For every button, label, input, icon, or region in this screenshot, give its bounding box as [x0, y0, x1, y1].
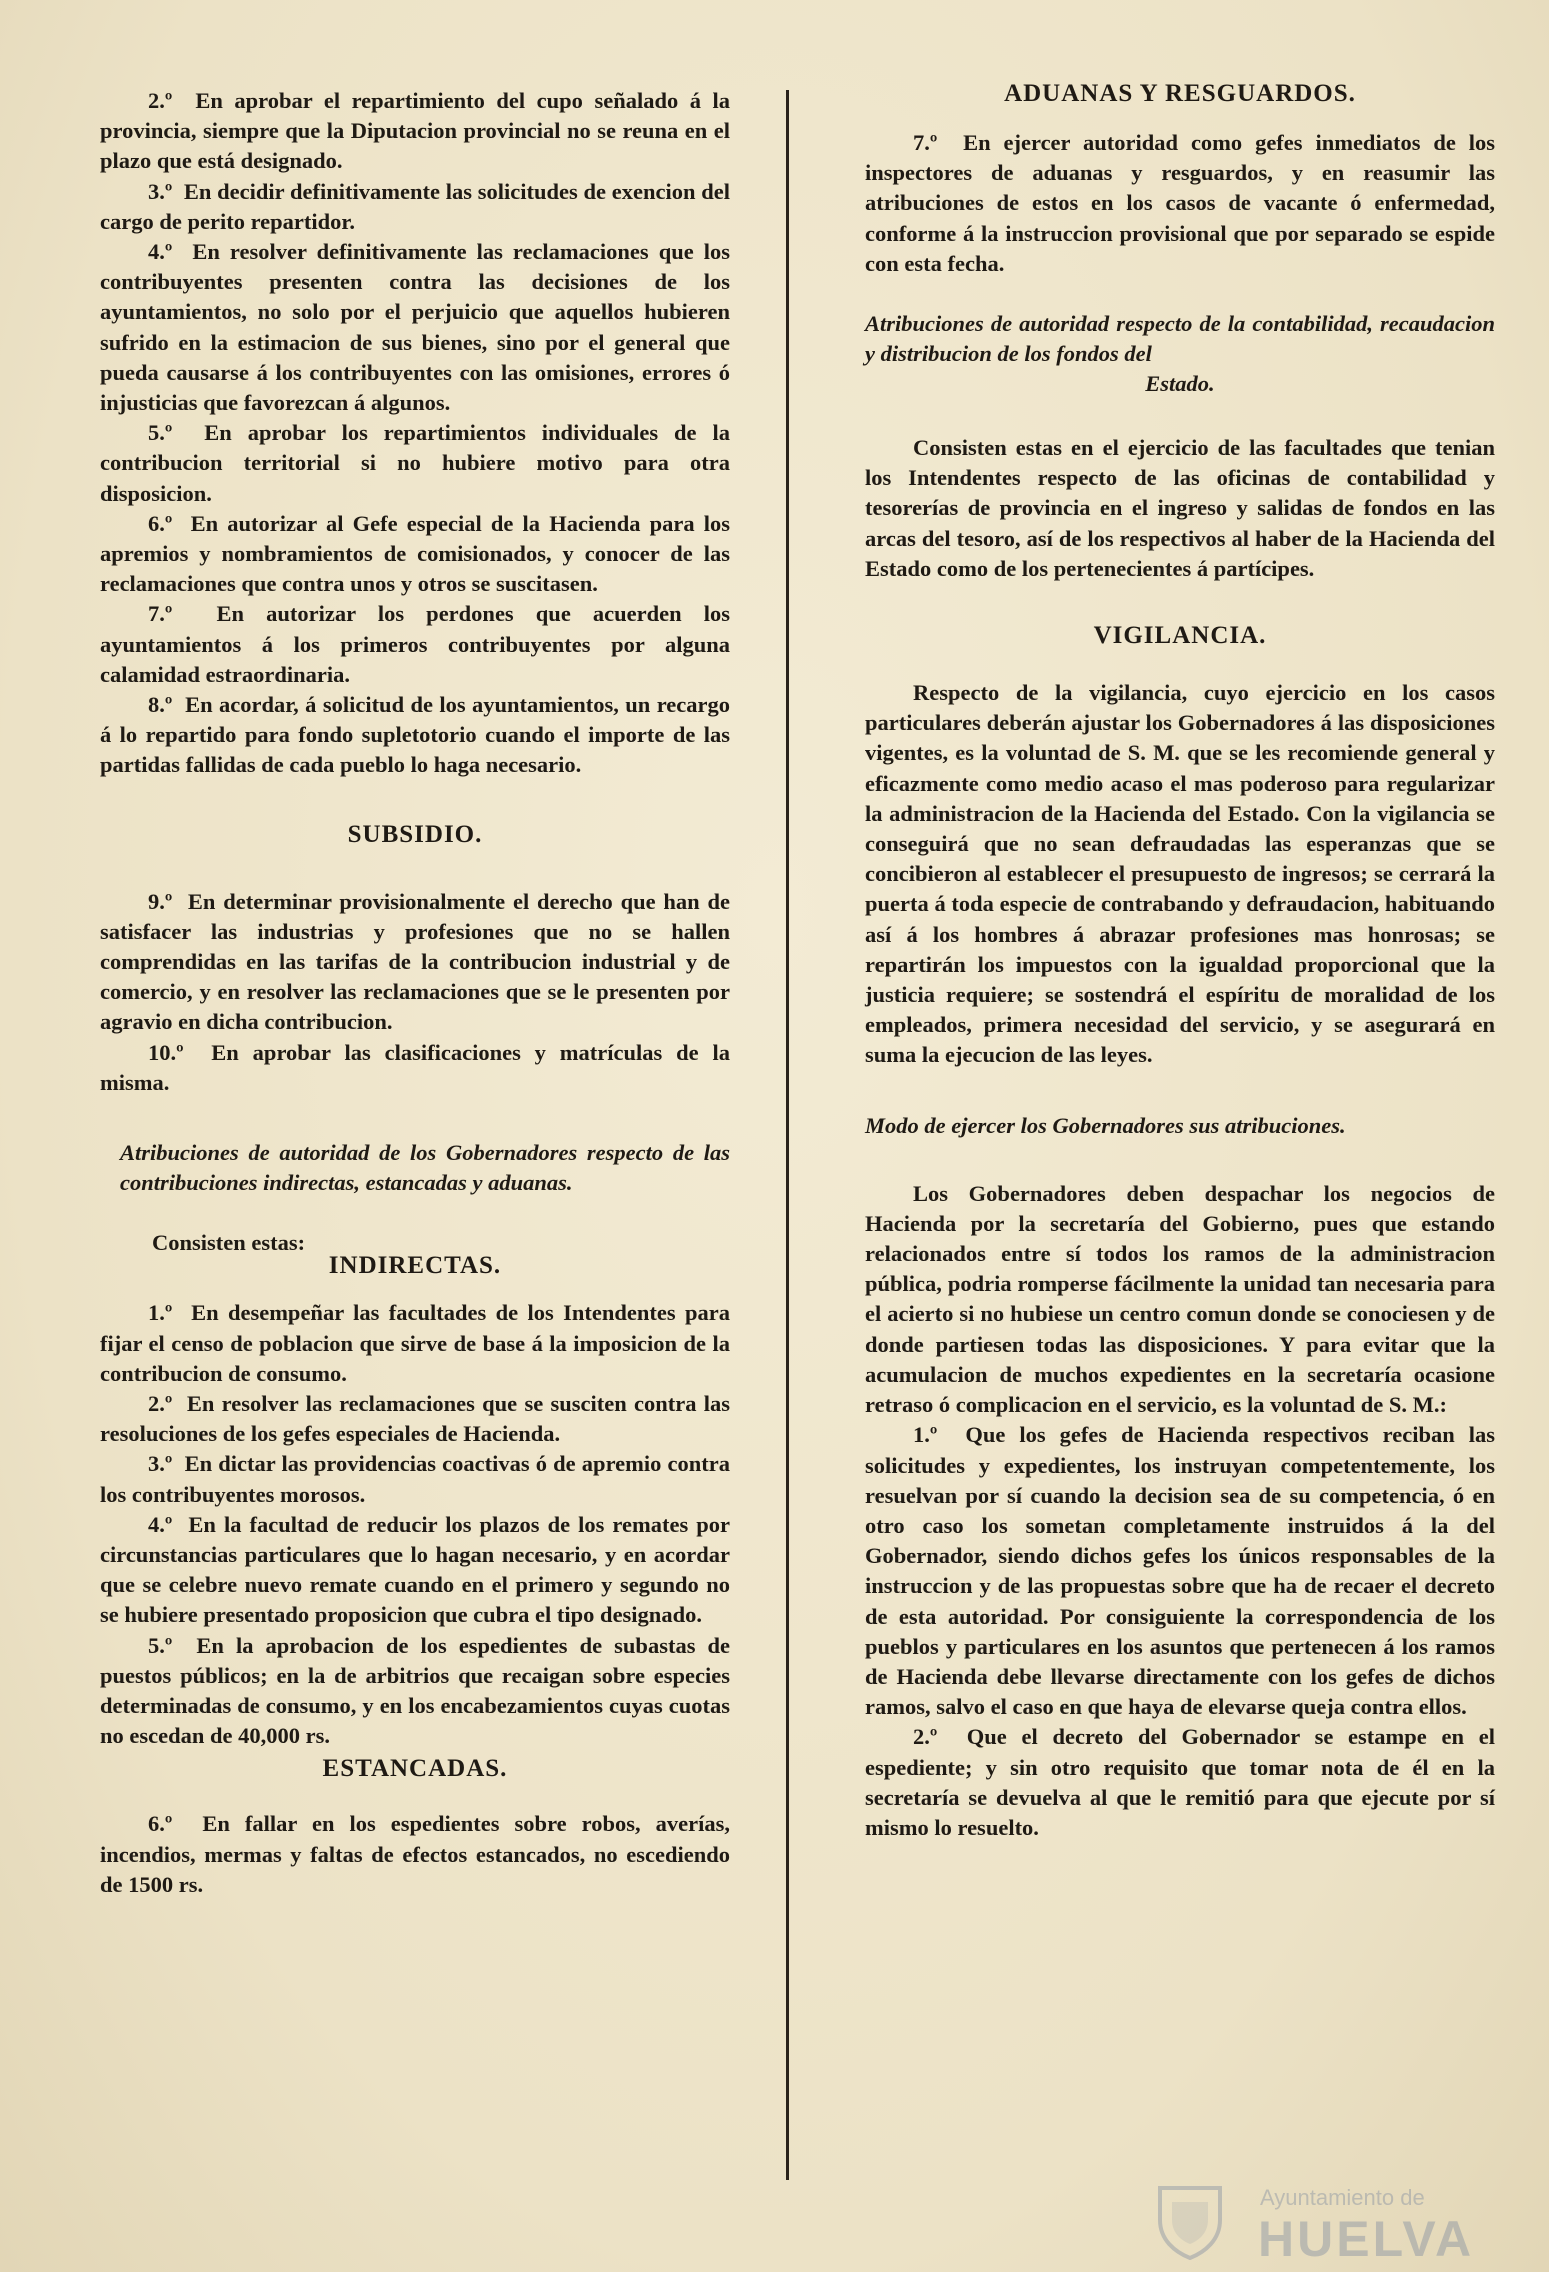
archive-watermark	[1150, 2180, 1480, 2270]
items-top	[100, 86, 730, 781]
list-item: 6.º En fallar en los espedientes sobre robos, averías, incendios, mermas y faltas de efectos estancados, no escediendo de 1500 rs.	[100, 1811, 731, 1897]
contabilidad-paragraph: Consisten estas en el ejercicio de las facultades que tenian los Intendentes respecto de las oficinas de contabilidad y tesorerías de provincia en el ingreso y salidas de fondos en las arcas del tesoro, así de los respectivos al haber de la Hacienda del Estado como de los pertenecientes á partícipes.	[865, 435, 1495, 581]
modo-paragraph: Los Gobernadores deben despachar los negocios de Hacienda por la secretaría del Gobierno, pues que estando relacionados entre sí todos los ramos de la administracion pública, podria romperse fácilmente la unidad tan necesaria para el acierto si no hubiese un centro comun donde se conociesen y de donde partiesen todas las disposiciones. Y para evitar que la acumulacion de muchos expedientes en la secretaría ocasione retraso ó complicacion en el servicio, es la voluntad de S. M.:	[865, 1180, 1495, 1418]
column-divider	[786, 90, 789, 2180]
items-indirectas	[100, 1298, 730, 1751]
list-item: 7.º En autorizar los perdones que acuerden los ayuntamientos á los primeros contribuyentes por alguna calamidad estraordinaria.	[100, 601, 731, 687]
right-column	[865, 80, 1495, 1843]
list-item: 6.º En autorizar al Gefe especial de la Hacienda para los apremios y nombramientos de comisionados, y conocer de las reclamaciones que contra unos y otros se suscitasen.	[100, 510, 731, 597]
section-heading-aduanas: ADUANAS Y RESGUARDOS.	[1004, 80, 1356, 107]
section-heading-atribuciones: Atribuciones de autoridad de los Gobernadores respecto de las contribuciones indirectas, estancadas y aduanas.	[120, 1140, 730, 1196]
left-column	[100, 86, 730, 1900]
list-item: 5.º En la aprobacion de los espedientes de subastas de puestos públicos; en la de arbitrios que recaigan sobre especies determinadas de consumo, y en los encabezamientos cuyas cuotas no escedan de 40,000 rs.	[100, 1632, 731, 1749]
items-subsidio	[100, 887, 730, 1098]
watermark-line2: HUELVA	[1258, 2211, 1475, 2267]
list-item: 9.º En determinar provisionalmente el derecho que han de satisfacer las industrias y profesiones que no se hallen comprendidas en las tarifas de la contribucion industrial y de comercio, y en resolver las reclamaciones que se le presenten por agravio en dicha contribucion.	[100, 888, 730, 1035]
list-item: 4.º En resolver definitivamente las reclamaciones que los contribuyentes presenten contra las decisiones de los ayuntamientos, no solo por el perjuicio que aquellos hubieren sufrido en la estimacion de sus bienes, sino por el general que pueda causarse á los contribuyentes con las omisiones, errores ó injusticias que favorezcan á algunos.	[100, 239, 730, 416]
section-heading-modo: Modo de ejercer los Gobernadores sus atribuciones.	[865, 1112, 1346, 1138]
crest-icon	[1150, 2180, 1230, 2260]
list-item: 2.º En aprobar el repartimiento del cupo señalado á la provincia, siempre que la Diputacion provincial no se reuna en el plazo que está designado.	[100, 88, 730, 174]
items-aduanas	[865, 128, 1495, 279]
watermark-line1: Ayuntamiento de	[1260, 2185, 1425, 2210]
list-item: 4.º En la facultad de reducir los plazos de los remates por circunstancias particulares que lo hagan necesario, y en acordar que se celebre nuevo remate cuando en el primero y segundo no se hubiere presentado proposicion que cubra el tipo designado.	[100, 1511, 731, 1628]
vigilancia-paragraph: Respecto de la vigilancia, cuyo ejercicio en los casos particulares deberán ajustar los Gobernadores á las disposiciones vigentes, es la voluntad de S. M. que se les recomiende general y eficazmente como medio acaso el mas poderoso para regularizar la administracion de la Hacienda del Estado. Con la vigilancia se conseguirá que no sean defraudadas las esperanzas que se concibieron al establecer el presupuesto de ingresos; se cerrará la puerta á toda especie de contrabando y defraudacion, habituando así á los hombres á abrazar profesiones mas honrosas; se repartirán los impuestos con la igualdad proporcional que la justicia requiere; se sostendrá el espíritu de moralidad de los empleados, primera necesidad del servicio, y se asegurará en suma la ejecucion de las leyes.	[865, 680, 1495, 1068]
section-heading-vigilancia: VIGILANCIA.	[1093, 622, 1267, 650]
section-heading-subsidio: SUBSIDIO.	[347, 820, 483, 848]
list-item: 1.º En desempeñar las facultades de los Intendentes para fijar el censo de poblacion que sirve de base á la imposicion de la contribucion de consumo.	[100, 1300, 731, 1386]
items-modo	[865, 1420, 1495, 1843]
section-heading-indirectas: INDIRECTAS.	[328, 1252, 502, 1280]
list-item: 3.º En decidir definitivamente las solicitudes de exencion del cargo de perito repartidor.	[100, 178, 730, 234]
list-item: 1.º Que los gefes de Hacienda respectivos reciban las solicitudes y expedientes, los instruyan competentemente, los resuelvan por sí cuando la decision sea de su competencia, ó en otro caso los sometan completamente instruidos á la del Gobernador, siendo dichos gefes los únicos responsables de la instruccion y de las propuestas sobre que ha de recaer el decreto de esta autoridad. Por consiguiente la correspondencia de los pueblos y particulares en los asuntos que pertenecen á los ramos de Hacienda debe llevarse directamente con los gefes de dichos ramos, salvo el caso en que haya de elevarse queja contra ellos.	[865, 1422, 1495, 1720]
consisten-label: Consisten estas:	[152, 1230, 306, 1256]
section-heading-contabilidad: Atribuciones de autoridad respecto de la contabilidad, recaudacion y distribucion de los fondos del	[865, 311, 1495, 367]
items-estancadas	[100, 1809, 730, 1900]
list-item: 8.º En acordar, á solicitud de los ayuntamientos, un recargo á lo repartido para fondo supletotorio cuando el importe de las partidas fallidas de cada pueblo lo haga necesario.	[100, 692, 730, 778]
list-item: 5.º En aprobar los repartimientos individuales de la contribucion territorial si no hubiere motivo para otra disposicion.	[100, 420, 730, 506]
list-item: 7.º En ejercer autoridad como gefes inmediatos de los inspectores de aduanas y resguardos, y en reasumir las atribuciones de estos en los casos de vacante ó enfermedad, conforme á la instruccion provisional que por separado se espide con esta fecha.	[865, 130, 1495, 276]
list-item: 2.º Que el decreto del Gobernador se estampe en el espediente; y sin otro requisito que tomar nota de él en la secretaría se devuelva al que le remitió para que ejecute por sí mismo lo resuelto.	[865, 1724, 1495, 1840]
list-item: 3.º En dictar las providencias coactivas ó de apremio contra los contribuyentes morosos.	[100, 1451, 731, 1507]
section-heading-contabilidad-end: Estado.	[1145, 371, 1215, 397]
list-item: 10.º En aprobar las clasificaciones y matrículas de la misma.	[100, 1039, 731, 1095]
section-heading-estancadas: ESTANCADAS.	[322, 1755, 508, 1783]
list-item: 2.º En resolver las reclamaciones que se susciten contra las resoluciones de los gefes especiales de Hacienda.	[100, 1390, 730, 1447]
